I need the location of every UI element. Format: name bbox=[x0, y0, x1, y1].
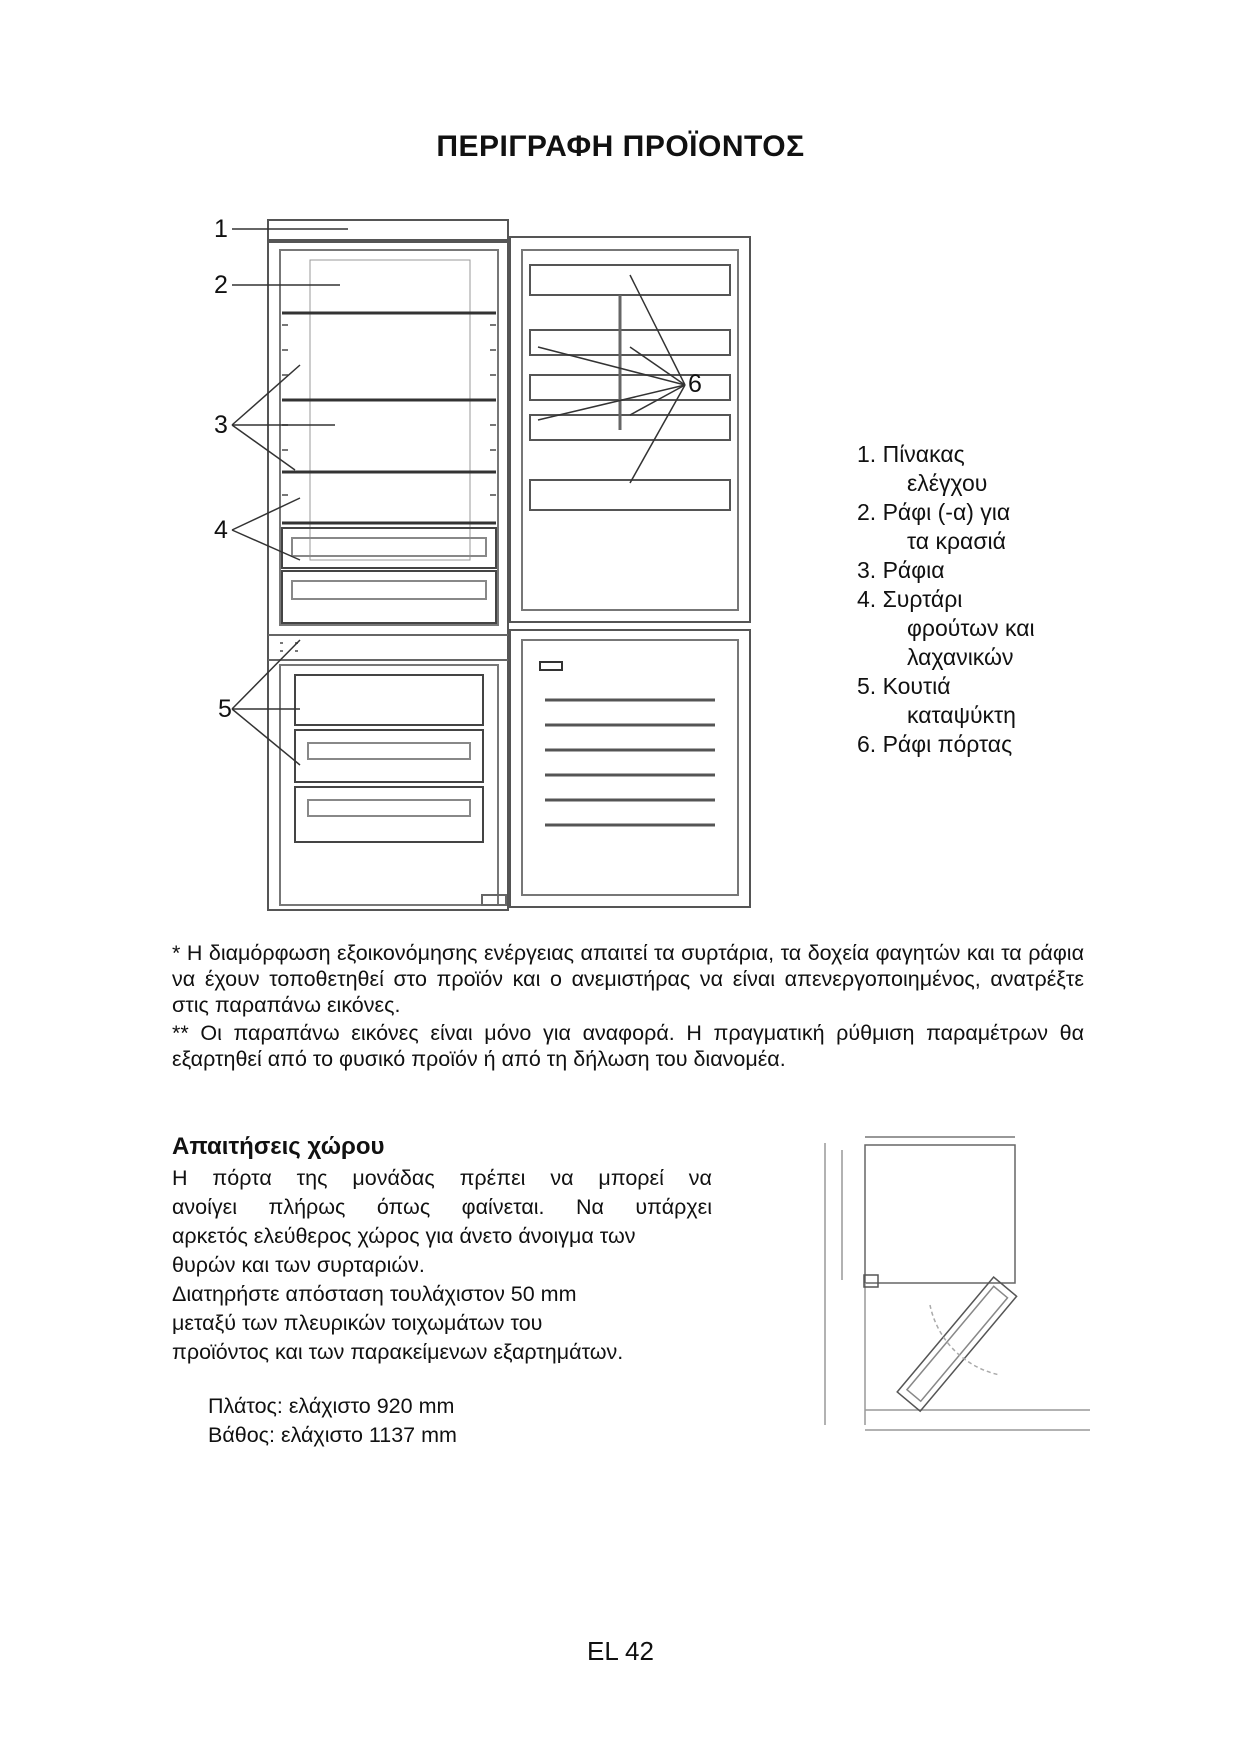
minimum-dimensions bbox=[208, 1392, 457, 1450]
space-requirements-title: Απαιτήσεις χώρου bbox=[172, 1133, 385, 1160]
control-panel bbox=[268, 220, 508, 242]
fridge-drawing bbox=[200, 215, 800, 925]
parts-legend bbox=[857, 440, 1107, 759]
door-shelf-5 bbox=[530, 480, 730, 510]
note-reference: ** Οι παραπάνω εικόνες είναι μόνο για αναφορά. Η πραγματική ρύθμιση παραμέτρων θα εξαρτηθεί από το φυσικό προϊόν ή από τη δήλωση του διανομέα. bbox=[172, 1021, 1084, 1071]
callout-4: 4 bbox=[214, 516, 228, 544]
freezer-box-2 bbox=[295, 730, 483, 782]
callout-5: 5 bbox=[218, 695, 232, 723]
page-title: ΠΕΡΙΓΡΑΦΗ ΠΡΟΪΟΝΤΟΣ bbox=[436, 130, 805, 163]
page-number: EL 42 bbox=[587, 1636, 654, 1666]
min-depth: Βάθος: ελάχιστο 1137 mm bbox=[208, 1423, 457, 1447]
space-requirements-text: Η πόρτα της μονάδας πρέπει να μπορεί να ανοίγει πλήρως όπως φαίνεται. Να υπάρχει αρκετός ελεύθερος χώρος για άνετο άνοιγμα των θυρών και των συρταριών. Διατηρήστε απόσταση τουλάχιστον 50 mm μεταξύ των πλευρικών τοιχωμάτων του προϊόντος και των παρακείμενων εξαρτημάτων. bbox=[172, 1166, 712, 1364]
freezer-box-1 bbox=[295, 675, 483, 725]
callout-1: 1 bbox=[214, 215, 228, 243]
legend-item-5: 5. Κουτιά καταψύκτη bbox=[857, 673, 1016, 728]
note-energy: * Η διαμόρφωση εξοικονόμησης ενέργειας απαιτεί τα συρτάρια, τα δοχεία φαγητών και τα ράφια να έχουν τοποθετηθεί στο προϊόν και ο ανεμιστήρας να είναι απενεργοποιημένος, ανατρέξτε στις παραπάνω εικόνες. bbox=[172, 941, 1084, 1017]
crisper-drawer-bottom bbox=[282, 571, 496, 623]
freezer-door-ridges bbox=[545, 700, 715, 825]
cabinet-outline bbox=[268, 240, 508, 910]
min-width: Πλάτος: ελάχιστο 920 mm bbox=[208, 1394, 455, 1418]
legend-item-6: 6. Ράφι πόρτας bbox=[857, 731, 1013, 757]
freezer-door bbox=[510, 630, 750, 907]
callout-2: 2 bbox=[214, 271, 228, 299]
fridge-diagram bbox=[200, 215, 800, 925]
legend-item-2: 2. Ράφι (-α) για τα κρασιά bbox=[857, 499, 1011, 554]
door-shelf-2 bbox=[530, 330, 730, 355]
legend-item-3: 3. Ράφια bbox=[857, 557, 945, 583]
freezer-box-3 bbox=[295, 787, 483, 842]
clearance-drawing bbox=[820, 1125, 1110, 1445]
callout-3: 3 bbox=[214, 411, 228, 439]
freezer-indicator bbox=[540, 662, 562, 670]
door-shelf-1 bbox=[530, 265, 730, 295]
legend-item-4: 4. Συρτάρι φρούτων και λαχανικών bbox=[857, 586, 1035, 670]
callout-6: 6 bbox=[688, 370, 702, 398]
door-shelf-4 bbox=[530, 415, 730, 440]
legend-item-1: 1. Πίνακας ελέγχου bbox=[857, 441, 988, 496]
notes-block bbox=[172, 940, 1084, 1074]
callout-lines bbox=[232, 229, 685, 765]
clearance-diagram bbox=[820, 1125, 1110, 1445]
crisper-drawer-top bbox=[282, 528, 496, 568]
